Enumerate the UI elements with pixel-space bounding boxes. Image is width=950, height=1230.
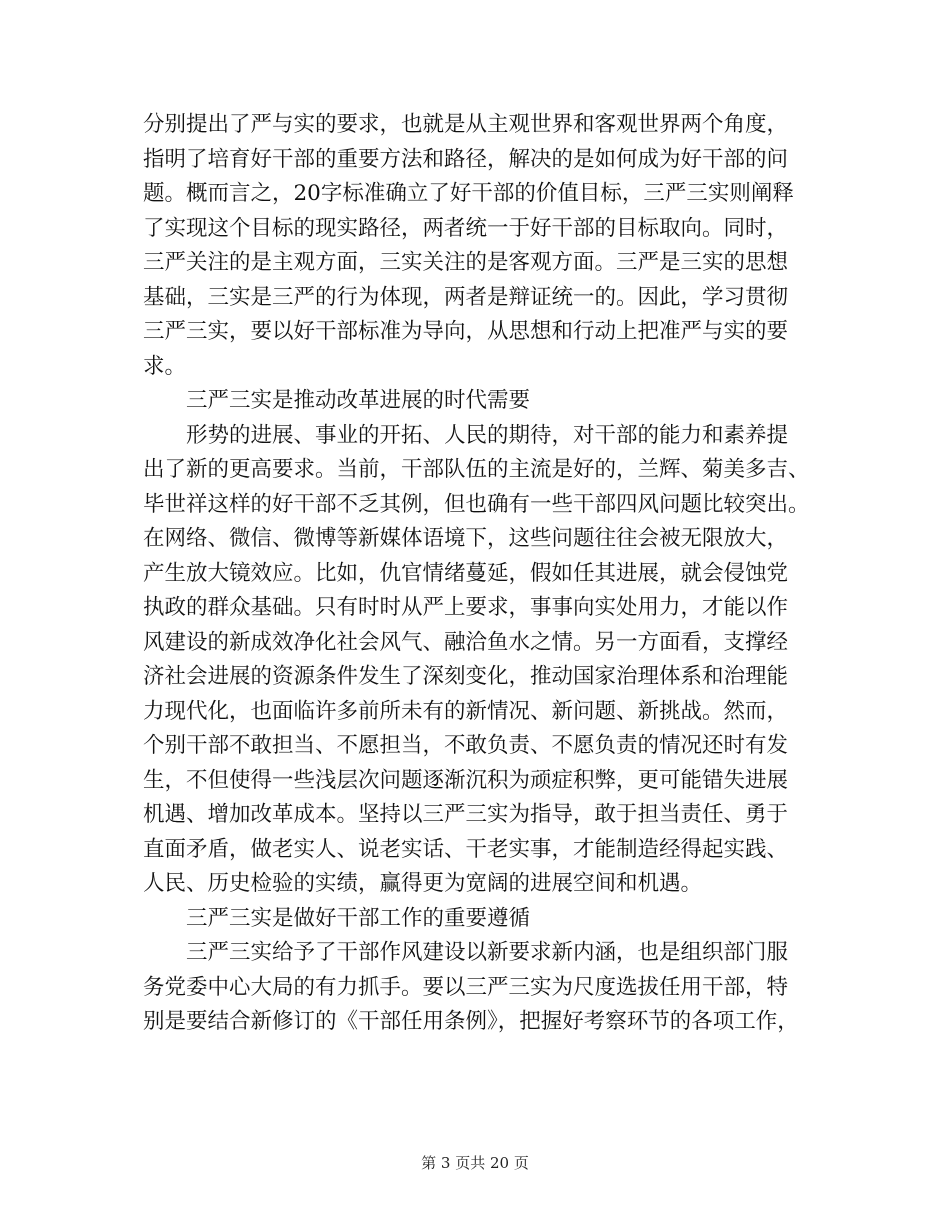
text-line: 济社会进展的资源条件发生了深刻变化，推动国家治理体系和治理能 [143, 664, 789, 689]
section-heading: 三严三实是做好干部工作的重要遵循 [186, 905, 531, 931]
text-line: 执政的群众基础。只有时时从严上要求，事事向实处用力，才能以作 [143, 595, 789, 620]
page-number-footer: 第 3 页共 20 页 [421, 1154, 529, 1172]
text-line: 分别提出了严与实的要求，也就是从主观世界和客观世界两个角度， [143, 112, 789, 137]
section-heading: 三严三实是推动改革进展的时代需要 [186, 388, 531, 413]
text-line: 形势的进展、事业的开拓、人民的期待，对干部的能力和素养提 [186, 422, 789, 448]
text-line: 别是要结合新修订的《干部任用条例》，把握好考察环节的各项工作， [143, 1009, 799, 1034]
text-line: 力现代化，也面临许多前所未有的新情况、新问题、新挑战。然而， [143, 698, 789, 724]
text-line: 在网络、微信、微博等新媒体语境下，这些问题往往会被无限放大， [143, 526, 789, 551]
text-line: 产生放大镜效应。比如，仇官情绪蔓延，假如任其进展，就会侵蚀党 [143, 560, 789, 586]
body-text [143, 108, 813, 1040]
text-line: 毕世祥这样的好干部不乏其例，但也确有一些干部四风问题比较突出。 [143, 491, 810, 517]
text-line: 了实现这个目标的现实路径，两者统一于好干部的目标取向。同时， [143, 215, 789, 241]
text-line: 风建设的新成效净化社会风气、融洽鱼水之情。另一方面看，支撑经 [143, 629, 789, 655]
text-line: 求。 [143, 353, 187, 379]
text-line: 三严三实给予了干部作风建设以新要求新内涵，也是组织部门服 [186, 940, 789, 965]
text-line: 基础，三实是三严的行为体现，两者是辩证统一的。因此，学习贯彻 [143, 284, 789, 310]
text-line: 题。概而言之，20字标准确立了好干部的价值目标，三严三实则阐释 [143, 181, 794, 206]
text-line: 指明了培育好干部的重要方法和路径，解决的是如何成为好干部的问 [143, 146, 789, 172]
text-line: 三严三实，要以好干部标准为导向，从思想和行动上把准严与实的要 [143, 319, 789, 344]
text-line: 三严关注的是主观方面，三实关注的是客观方面。三严是三实的思想 [143, 250, 789, 275]
text-line: 直面矛盾，做老实人、说老实话、干老实事，才能制造经得起实践、 [143, 836, 789, 862]
text-line: 出了新的更高要求。当前，干部队伍的主流是好的，兰辉、菊美多吉、 [143, 457, 810, 482]
text-line: 生，不但使得一些浅层次问题逐渐沉积为顽症积弊，更可能错失进展 [143, 767, 789, 793]
text-line: 个别干部不敢担当、不愿担当，不敢负责、不愿负责的情况还时有发 [143, 733, 789, 758]
text-line: 机遇、增加改革成本。坚持以三严三实为指导，敢于担当责任、勇于 [143, 802, 789, 827]
text-line: 务党委中心大局的有力抓手。要以三严三实为尺度选拔任用干部，特 [143, 974, 789, 1000]
text-line: 人民、历史检验的实绩，赢得更为宽阔的进展空间和机遇。 [143, 871, 703, 896]
